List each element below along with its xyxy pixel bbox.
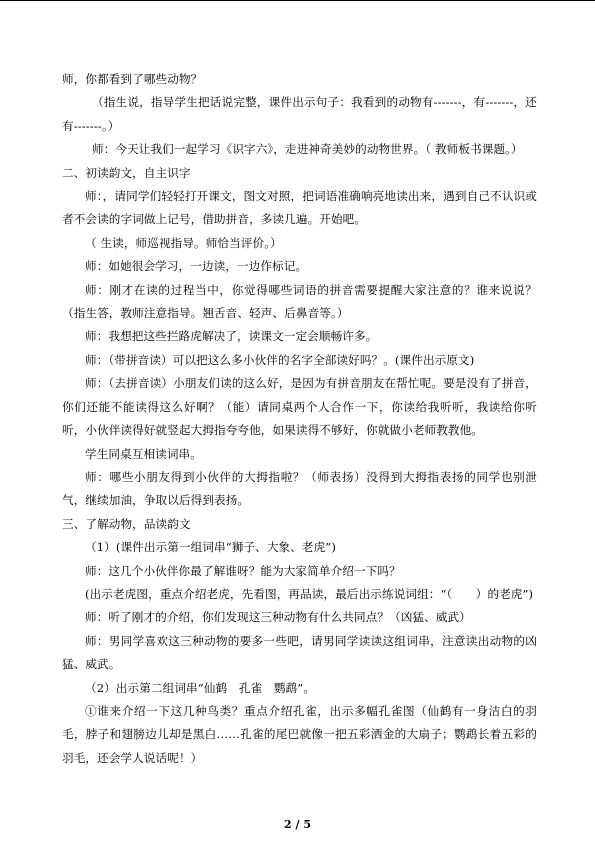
- paragraph: 师：如她很会学习，一边读，一边作标记。: [85, 259, 308, 274]
- section-heading: 三、了解动物，品读韵文: [62, 516, 191, 531]
- paragraph: 师：男同学喜欢这三种动物的要多一些吧，请男同学读读这组词串，注意读出动物的凶猛、威武。: [62, 633, 537, 672]
- paragraph: （ 生读，师巡视指导。师恰当评价。）: [85, 235, 282, 250]
- document-body: [62, 68, 537, 770]
- paragraph: 师：（去拼音读）小朋友们读的这么好，是因为有拼音朋友在帮忙呢。要是没有了拼音，你们还能不能读得这么好啊？（能）请同桌两个人合作一下，你读给我听听，我读给你听听，小伙伴读得好就竖起大拇指夸夸他，如果读得不够好，你就做小老师教教他。: [62, 376, 537, 438]
- top-border-line: [0, 0, 595, 1]
- paragraph: 师：刚才在读的过程当中，你觉得哪些词语的拼音需要提醒大家注意的？谁来说说？（指生答，教师注意指导。翘舌音、轻声、后鼻音等。）: [62, 282, 537, 321]
- paragraph: ①谁来介绍一下这几种鸟类？重点介绍孔雀，出示多幅孔雀图（仙鹤有一身洁白的羽毛，脖子和翅膀边儿却是黑白……孔雀的尾巴就像一把五彩洒金的大扇子；鹦鹉长着五彩的羽毛，还会学人说话呢！）: [62, 703, 537, 765]
- paragraph: 学生同桌互相读词串。: [85, 446, 202, 461]
- paragraph: （指生说，指导学生把话说完整，课件出示句子：我看到的动物有-------，有-------，还有-------。）: [62, 95, 537, 133]
- paragraph: 师：听了刚才的介绍，你们发现这三种动物有什么共同点？（凶猛、威武）: [85, 610, 471, 625]
- paragraph: （2）出示第二组词串“仙鹤 孔雀 鹦鹉”。: [85, 680, 316, 695]
- paragraph: 师：（带拼音读）可以把这么多小伙伴的名字全部读好吗？。(课件出示原文): [85, 352, 475, 367]
- paragraph: 师，你都看到了哪些动物？: [62, 72, 203, 86]
- paragraph: 师：今天让我们一起学习《识字六》，走进神奇美妙的动物世界。（ 教师板书课题。）: [92, 142, 523, 157]
- section-heading: 二、初读韵文，自主识字: [62, 165, 191, 180]
- paragraph: 师：哪些小朋友得到小伙伴的大拇指啦？（师表扬）没得到大拇指表扬的同学也别泄气，继续加油，争取以后得到表扬。: [62, 469, 537, 508]
- paragraph: （1）(课件出示第一组词串“狮子、大象、老虎”): [85, 540, 336, 555]
- paragraph: (出示老虎图，重点介绍老虎，先看图，再品读，最后出示练说词组：“（ ）的老虎”): [85, 586, 534, 601]
- paragraph: 师：，请同学们轻轻打开课文，图文对照，把词语准确响亮地读出来，遇到自己不认识或者不会读的字词做上记号，借助拼音，多读几遍。开始吧。: [62, 189, 537, 227]
- page-number: 2 / 5: [284, 818, 311, 831]
- paragraph: 师：这几个小伙伴你最了解谁呀？能为大家简单介绍一下吗？: [85, 563, 401, 578]
- paragraph: 师：我想把这些拦路虎解决了，读课文一定会顺畅许多。: [85, 329, 378, 344]
